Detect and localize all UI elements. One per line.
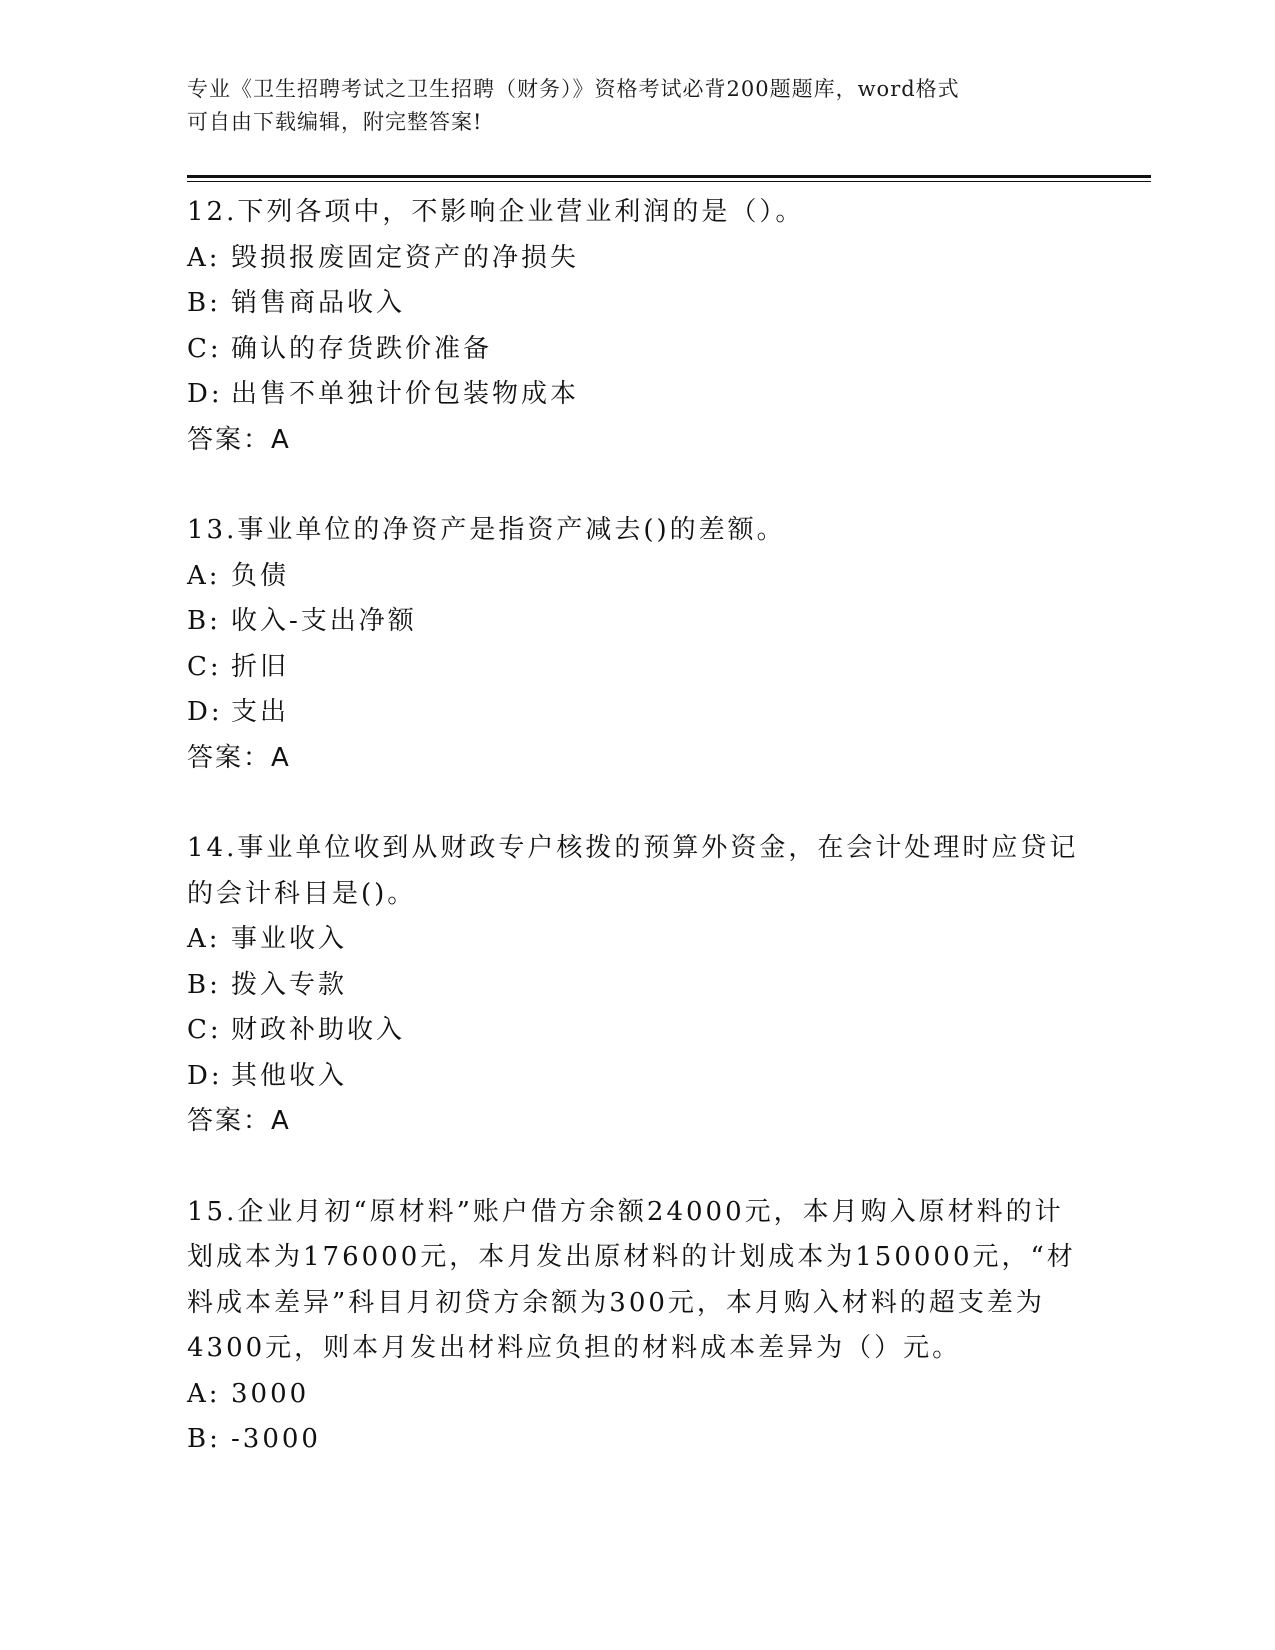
- stem-line: 15.企业月初“原材料”账户借方余额24000元，本月购入原材料的计: [187, 1196, 1064, 1227]
- stem-line: 4300元，则本月发出材料应负担的材料成本差异为（）元。: [187, 1333, 962, 1363]
- option-label: D:: [187, 379, 223, 409]
- stem-line: 料成本差异”科目月初贷方余额为300元，本月购入材料的超支差为: [187, 1287, 1045, 1318]
- option-label: A:: [187, 1378, 221, 1409]
- option-label: A:: [187, 924, 221, 954]
- option-c: [187, 1008, 1087, 1054]
- option-text: 负债: [231, 560, 290, 591]
- option-label: D:: [187, 697, 223, 727]
- stem-line: 14.事业单位收到从财政专户核拨的预算外资金，在会计处理时应贷记: [187, 833, 1079, 863]
- option-d: [187, 1054, 1087, 1100]
- option-text: 出售不单独计价包装物成本: [231, 379, 580, 409]
- option-a: [187, 554, 1087, 600]
- option-a: [187, 917, 1087, 963]
- option-label: C:: [187, 1015, 222, 1045]
- question-stem: [187, 190, 1087, 236]
- option-c: [187, 645, 1087, 691]
- question-12: [187, 190, 1087, 463]
- option-text: 拨入专款: [231, 969, 348, 1000]
- stem-line: 的会计科目是()。: [187, 878, 417, 909]
- document-header: [187, 73, 1067, 139]
- option-label: B:: [187, 288, 221, 318]
- question-stem: [187, 826, 1087, 917]
- question-stem: [187, 1190, 1087, 1372]
- option-text: -3000: [231, 1424, 321, 1454]
- question-stem: [187, 508, 1087, 554]
- question-14: [187, 826, 1087, 1145]
- option-text: 收入-支出净额: [231, 606, 417, 636]
- answer-line: 答案：A: [187, 424, 291, 455]
- option-label: A:: [187, 242, 221, 273]
- answer-line: 答案：A: [187, 742, 291, 773]
- option-label: B:: [187, 1424, 221, 1454]
- option-label: B:: [187, 606, 221, 636]
- answer-line: 答案：A: [187, 1106, 291, 1136]
- header-rule-thick: [187, 175, 1151, 178]
- option-label: D:: [187, 1060, 223, 1091]
- header-line-1: 专业《卫生招聘考试之卫生招聘（财务）》资格考试必背200题题库，word格式: [187, 77, 960, 101]
- option-label: C:: [187, 651, 222, 682]
- option-b: [187, 963, 1087, 1009]
- question-13: [187, 508, 1087, 781]
- question-list: [187, 190, 1087, 1508]
- option-c: [187, 327, 1087, 373]
- option-d: [187, 690, 1087, 736]
- option-text: 其他收入: [231, 1060, 348, 1091]
- option-b: [187, 1417, 1087, 1463]
- option-text: 支出: [231, 697, 290, 727]
- option-b: [187, 599, 1087, 645]
- option-text: 毁损报废固定资产的净损失: [231, 242, 580, 273]
- option-label: B:: [187, 969, 221, 1000]
- option-a: [187, 1372, 1087, 1418]
- option-b: [187, 281, 1087, 327]
- option-label: A:: [187, 560, 221, 591]
- option-text: 3000: [231, 1378, 310, 1409]
- header-rule-thin: [187, 181, 1151, 182]
- header-line-2: 可自由下载编辑，附完整答案!: [187, 110, 483, 134]
- option-text: 折旧: [231, 651, 290, 682]
- option-text: 财政补助收入: [231, 1015, 406, 1045]
- option-text: 事业收入: [231, 924, 348, 954]
- option-label: C:: [187, 333, 222, 364]
- option-text: 确认的存货跌价准备: [231, 333, 493, 364]
- option-a: [187, 236, 1087, 282]
- stem-line: 13.事业单位的净资产是指资产减去()的差额。: [187, 515, 786, 545]
- option-d: [187, 372, 1087, 418]
- option-text: 销售商品收入: [231, 288, 406, 318]
- stem-line: 划成本为176000元，本月发出原材料的计划成本为150000元，“材: [187, 1242, 1076, 1272]
- question-15: [187, 1190, 1087, 1463]
- stem-line: 12.下列各项中，不影响企业营业利润的是（）。: [187, 197, 805, 227]
